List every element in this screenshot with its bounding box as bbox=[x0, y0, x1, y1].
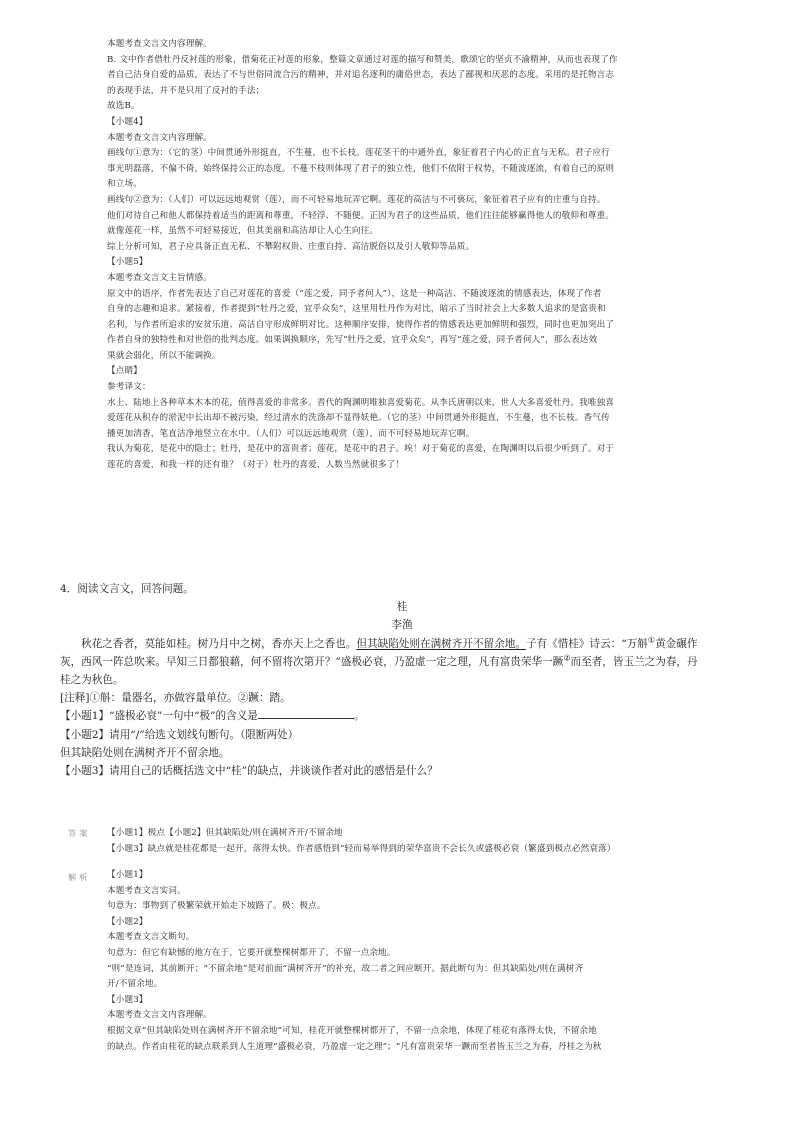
analysis-line: 自身的志趣和追求。紧接着，作者提到“牡丹之爱，宜乎众矣”，这里用牡丹作为对比，暗示了当时社会上大多数人追求的是富贵和 bbox=[107, 304, 606, 315]
analysis-line: 开/不留余地。 bbox=[107, 979, 163, 990]
analysis-line: 的缺点。作者由桂花的缺点联系到人生道理“盛极必衰，乃盈虚一定之理”；“凡有富贵荣华一蹶而至者皆玉兰之为春，丹桂之为秋 bbox=[107, 1041, 602, 1052]
analysis-line: 【小题1】 bbox=[107, 870, 148, 880]
analysis-line: 本题考查文言文主旨情感。 bbox=[107, 272, 212, 283]
analysis-line: 水上、陆地上各种草本木本的花，值得喜爱的非常多。晋代的陶渊明唯独喜爱菊花。从李氏唐朝以来，世人大多喜爱牡丹。我唯独喜 bbox=[107, 397, 615, 408]
analysis-line: 本题考查文言文断句。 bbox=[107, 932, 195, 943]
analysis-line: 本题考查文言文内容理解。 bbox=[107, 1010, 212, 1021]
sub-question-2-sentence: 但其缺陷处则在满树齐开不留余地。 bbox=[60, 746, 230, 759]
analysis-line: 本题考查文言文内容理解。 bbox=[107, 39, 212, 49]
analysis-line: 作者自身的独特性和对世俗的批判态度。如果调换顺序，先写“牡丹之爱，宜乎众矣”，再写“莲之爱，同予者何人”，那么表达效 bbox=[107, 335, 598, 346]
passage-line: 秋花之香者，莫能如桂。树乃月中之树，香亦天上之香也。但其缺陷处则在满树齐开不留余地。子有《惜桂》诗云：“万斛①黄金碾作 bbox=[81, 635, 698, 650]
note-mark: ① bbox=[647, 635, 656, 645]
answer-block bbox=[107, 826, 616, 857]
analysis-block bbox=[107, 868, 602, 1055]
analysis-line: 爱莲花从积存的淤泥中长出却不被污染，经过清水的洗涤却不显得妖艳。（它的茎）中间贯通外形挺直，不生蔓，也不长枝。香气传 bbox=[107, 413, 610, 424]
passage-line: 灰，西风一阵总吹来。早知三日都狼藉，何不留将次第开？”盛极必衰，乃盈虚一定之理，凡有富贵荣华一蹶②而至者，皆玉兰之为春，丹 bbox=[60, 653, 698, 668]
analysis-line: 【小题4】 bbox=[107, 116, 148, 127]
analysis-line: 者自己洁身自爱的品质，表达了不与世俗同流合污的精神，并对追名逐利的庸俗世态，表达了鄙视和厌恶的态度。采用的是托物言志 bbox=[107, 70, 615, 81]
analysis-line: 【小题5】 bbox=[107, 257, 148, 268]
analysis-line: 根据文章“但其缺陷处则在满树齐开不留余地”可知，桂花开就整棵树都开了，不留一点余地，体现了桂花有落得太快，不留余地 bbox=[107, 1025, 597, 1036]
analysis-line: 句意为：事物到了极繁荣就开始走下坡路了。极：极点。 bbox=[107, 901, 326, 912]
analysis-line: 莲花的喜爱，和我一样的还有谁？（对于）牡丹的喜爱，人数当然就很多了！ bbox=[107, 460, 405, 471]
analysis-line: 本题考查文言文内容理解。 bbox=[107, 132, 212, 143]
analysis-line: 名利，与作者所追求的安贫乐道、高洁自守形成鲜明对比。这种顺序安排，使得作者的情感表达更加鲜明和强烈，同时也更加突出了 bbox=[107, 319, 615, 330]
annotation: [注释]①斛：量器名，亦做容量单位。②蹶：踏。 bbox=[60, 692, 291, 705]
analysis-line: 和立场。 bbox=[107, 179, 142, 190]
answer-line: 【小题1】极点【小题2】但其缺陷处/则在满树齐开/不留余地 bbox=[107, 828, 343, 838]
analysis-line: 【点睛】 bbox=[107, 366, 142, 377]
note-mark: ② bbox=[563, 653, 571, 663]
answer-blank[interactable] bbox=[258, 708, 354, 719]
analysis-label: 解析 bbox=[68, 872, 91, 882]
analysis-line: 画线句②意为：（人们）可以远远地观赏（莲），而不可轻易地玩弄它啊。莲花的高洁与不可亵玩，象征着君子应有的庄重与自持。 bbox=[107, 194, 606, 205]
answer-label: 答案 bbox=[68, 828, 91, 838]
analysis-line: 果就会弱化，所以不能调换。 bbox=[107, 350, 221, 361]
question-4-block bbox=[60, 580, 744, 780]
analysis-line: 故选B。 bbox=[107, 101, 140, 112]
analysis-line: 【小题2】 bbox=[107, 916, 148, 927]
passage-line: 桂之为秋色。 bbox=[60, 674, 124, 687]
analysis-line: 【小题3】 bbox=[107, 994, 148, 1005]
sub-question-3: 【小题3】请用自己的话概括选文中“桂”的缺点，并谈谈作者对此的感悟是什么？ bbox=[60, 765, 438, 778]
analysis-line: 综上分析可知，君子应具备正直无私、不攀附权贵、庄重自持、高洁脱俗以及引人敬仰等品质。 bbox=[107, 241, 475, 252]
analysis-line: 原文中的语序，作者先表达了自己对莲花的喜爱（“莲之爱，同予者何人”），这是一种高洁、不随波逐流的情感表达，体现了作者 bbox=[107, 288, 602, 299]
sub-question-2: 【小题2】请用“/”给选文划线句断句。（限断两处） bbox=[60, 728, 299, 741]
analysis-line: “则”是连词，其前断开；“不留余地”是对前面“满树齐开”的补充，故二者之间应断开。据此断句为：但其缺陷处/则在满树齐 bbox=[107, 963, 584, 974]
analysis-line: 画线句①意为：（它的茎）中间贯通外形挺直，不生蔓，也不长枝。莲花茎干的中通外直，象征着君子内心的正直与无私。君子应行 bbox=[107, 148, 610, 159]
analysis-line: B. 文中作者借牡丹反衬莲的形象，借菊花正衬莲的形象，整篇文章通过对莲的描写和赞美，歌颂它的坚贞不渝精神，从而也表现了作 bbox=[107, 54, 618, 65]
underlined-sentence: 但其缺陷处则在满树齐开不留余地。 bbox=[356, 637, 526, 650]
top-analysis-block bbox=[107, 37, 618, 474]
answer-line: 【小题3】缺点就是桂花都是一起开，落得太快。作者感悟到“轻而易举得到的荣华富贵不会长久或盛极必衰（繁盛到极点必然衰落） bbox=[107, 843, 616, 854]
analysis-line: 他们对待自己和他人都保持着适当的距离和尊重，不轻浮、不随便。正因为君子的这些品质，他们往往能够赢得他人的敬仰和尊重。 bbox=[107, 210, 615, 221]
analysis-line: 的表现手法，并不是只用了反衬的手法； bbox=[107, 85, 265, 96]
question-stem: 4．阅读文言文，回答问题。 bbox=[60, 583, 194, 595]
analysis-line: 参考译文： bbox=[107, 382, 151, 393]
analysis-line: 播更加清香，笔直洁净地竖立在水中。（人们）可以远远地观赏（莲），而不可轻易地玩弄它啊。 bbox=[107, 428, 475, 439]
analysis-line: 我认为菊花，是花中的隐士；牡丹，是花中的富贵者；莲花，是花中的君子。唉！对于菊花的喜爱，在陶渊明以后很少听到了。对于 bbox=[107, 444, 615, 455]
sub-question-1: 【小题1】“盛极必衰”一句中“极”的含义是 。 bbox=[60, 710, 365, 723]
analysis-line: 本题考查文言实词。 bbox=[107, 885, 186, 896]
analysis-line: 就像莲花一样，虽然不可轻易接近，但其美丽和高洁却让人心生向往。 bbox=[107, 226, 379, 237]
passage-author: 李渔 bbox=[391, 619, 413, 632]
analysis-line: 事光明磊落，不偏不倚，始终保持公正的态度。不蔓不枝则体现了君子的独立性，他们不依附于权势，不随波逐流，有着自己的原则 bbox=[107, 163, 615, 174]
passage-title: 桂 bbox=[396, 601, 408, 614]
analysis-line: 句意为：但它有缺憾的地方在于，它要开就整棵树都开了，不留一点余地。 bbox=[107, 947, 396, 958]
